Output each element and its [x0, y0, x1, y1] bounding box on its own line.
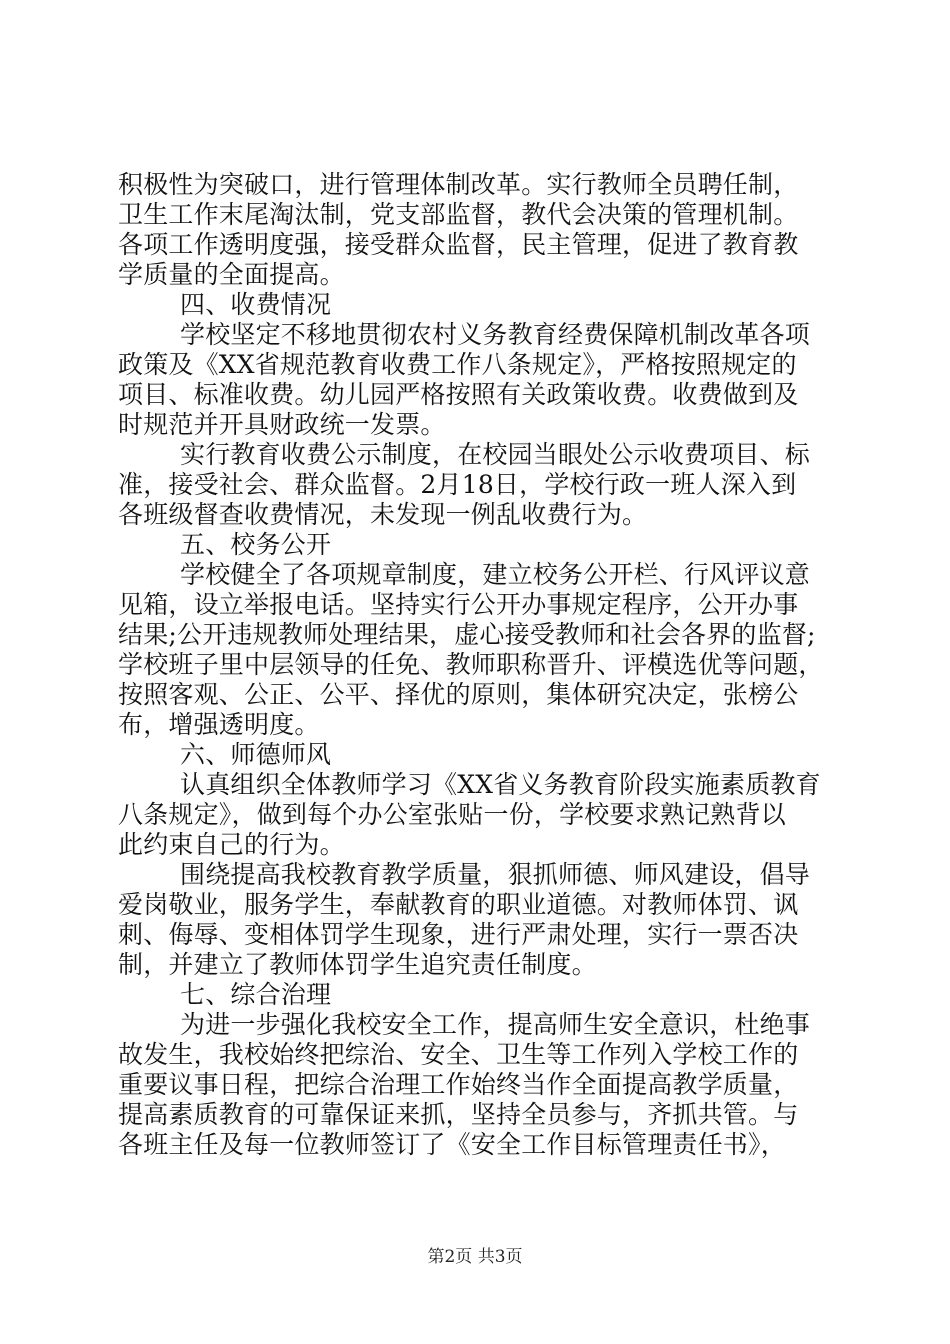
text-line: 准，接受社会、群众监督。2月18日，学校行政一班人深入到	[118, 470, 797, 499]
text-line: 各项工作透明度强，接受群众监督，民主管理，促进了教育教	[118, 230, 799, 259]
text-line: 学校健全了各项规章制度，建立校务公开栏、行风评议意	[180, 560, 811, 589]
text-line: 项目、标准收费。幼儿园严格按照有关政策收费。收费做到及	[118, 380, 799, 409]
text-line: 按照客观、公正、公平、择优的原则，集体研究决定，张榜公	[118, 680, 799, 709]
text-line: 围绕提高我校教育教学质量，狠抓师德、师风建设，倡导	[180, 860, 811, 889]
text-line: 实行教育收费公示制度，在校园当眼处公示收费项目、标	[180, 440, 811, 469]
text-line: 八条规定》，做到每个办公室张贴一份，学校要求熟记熟背以	[118, 800, 786, 829]
text-line: 此约束自己的行为。	[118, 830, 345, 859]
section-heading: 四、收费情况	[180, 290, 332, 319]
section-heading: 七、综合治理	[180, 980, 332, 1009]
text-line: 重要议事日程，把综合治理工作始终当作全面提高教学质量，	[118, 1070, 799, 1099]
text-line: 积极性为突破口，进行管理体制改革。实行教师全员聘任制，	[118, 170, 799, 199]
text-line: 各班主任及每一位教师签订了《安全工作目标管理责任书》，	[118, 1130, 786, 1159]
page-footer	[0, 1247, 950, 1267]
text-line: 提高素质教育的可靠保证来抓，坚持全员参与，齐抓共管。与	[118, 1100, 799, 1129]
text-line: 学校班子里中层领导的任免、教师职称晋升、评模选优等问题，	[118, 650, 824, 679]
document-body	[118, 170, 838, 1160]
text-line: 卫生工作末尾淘汰制，党支部监督，教代会决策的管理机制。	[118, 200, 799, 229]
text-line: 各班级督查收费情况，未发现一例乱收费行为。	[118, 500, 648, 529]
text-line: 布，增强透明度。	[118, 710, 320, 739]
text-line: 学质量的全面提高。	[118, 260, 345, 289]
text-line: 制，并建立了教师体罚学生追究责任制度。	[118, 950, 597, 979]
text-line: 刺、侮辱、变相体罚学生现象，进行严肃处理，实行一票否决	[118, 920, 799, 949]
text-line: 见箱，设立举报电话。坚持实行公开办事规定程序，公开办事	[118, 590, 799, 619]
text-line: 故发生，我校始终把综治、安全、卫生等工作列入学校工作的	[118, 1040, 799, 1069]
text-line: 为进一步强化我校安全工作，提高师生安全意识，杜绝事	[180, 1010, 811, 1039]
text-line: 学校坚定不移地贯彻农村义务教育经费保障机制改革各项	[180, 320, 811, 349]
page-number: 第2页 共3页	[427, 1247, 523, 1267]
section-heading: 五、校务公开	[180, 530, 332, 559]
section-heading: 六、师德师风	[180, 740, 332, 769]
text-line: 政策及《XX省规范教育收费工作八条规定》，严格按照规定的	[118, 350, 797, 379]
text-line: 时规范并开具财政统一发票。	[118, 410, 446, 439]
text-line: 认真组织全体教师学习《XX省义务教育阶段实施素质教育	[180, 770, 821, 799]
text-line: 爱岗敬业，服务学生，奉献教育的职业道德。对教师体罚、讽	[118, 890, 799, 919]
text-line: 结果;公开违规教师处理结果，虚心接受教师和社会各界的监督;	[118, 620, 816, 649]
